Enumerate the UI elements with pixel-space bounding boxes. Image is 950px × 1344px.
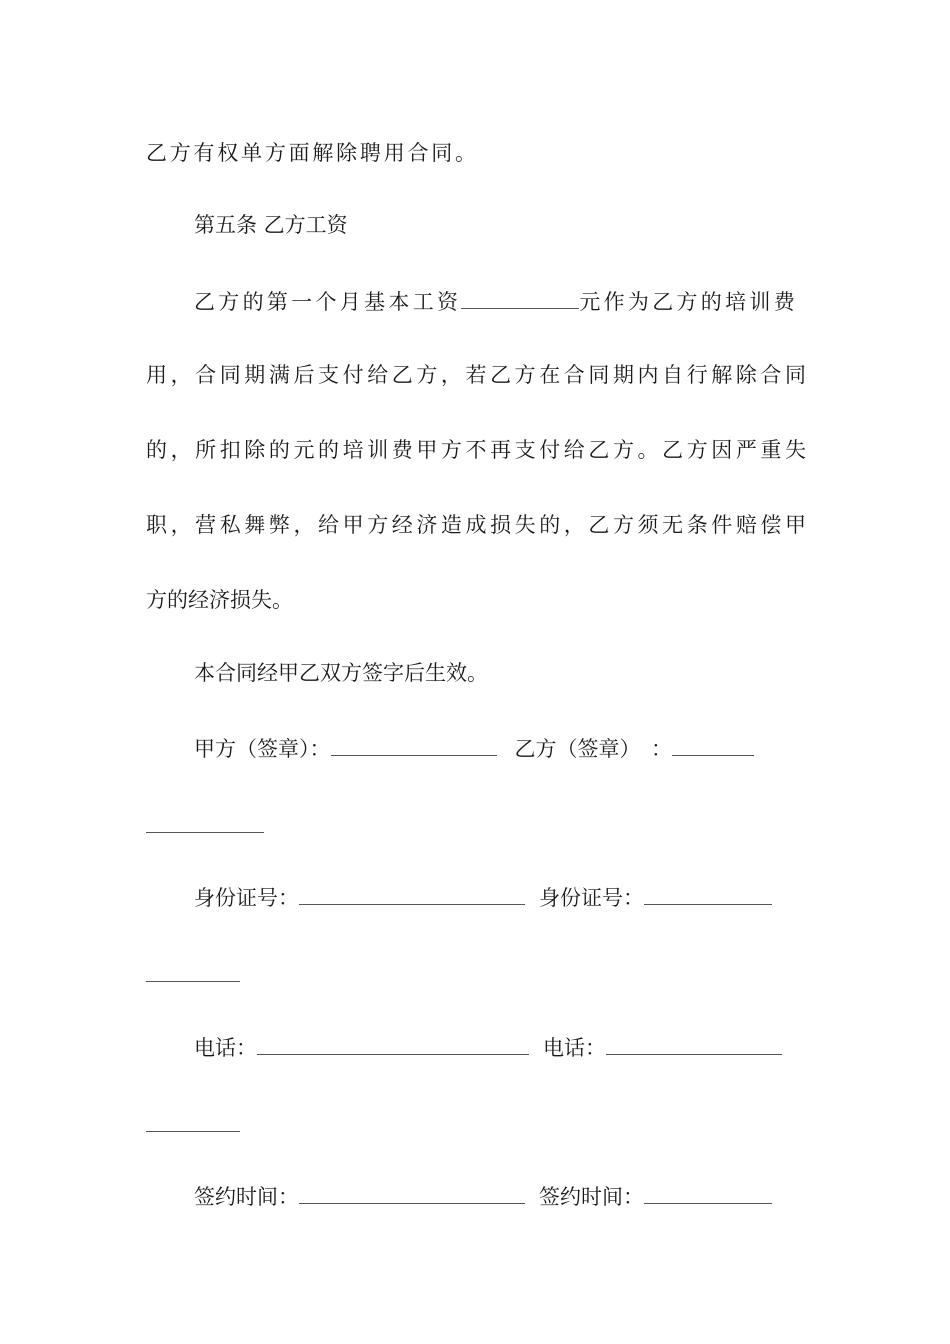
id-row (194, 883, 806, 913)
text-line: 乙方有权单方面解除聘用合同。 (146, 141, 476, 165)
text-line: 方的经济损失。 (146, 588, 293, 612)
party-b-blank-continued (146, 832, 264, 833)
id-b-blank-continued (146, 981, 240, 982)
id-b-blank (644, 884, 772, 905)
phone-b-label: 电话： (543, 1036, 606, 1060)
date-b-blank (644, 1183, 772, 1204)
salary-blank (461, 288, 579, 309)
signature-row (194, 734, 806, 764)
id-b-label: 身份证号： (539, 886, 644, 910)
party-a-blank (331, 735, 497, 756)
text-segment: 元作为乙方的培训费 (579, 290, 799, 314)
party-a-label: 甲方（签章）： (194, 737, 331, 761)
text-segment: 乙方的第一个月基本工资 (194, 290, 462, 314)
id-a-blank (299, 884, 525, 905)
date-a-blank (299, 1183, 525, 1204)
section-heading: 第五条 乙方工资 (194, 213, 348, 237)
phone-a-blank (257, 1034, 529, 1055)
party-b-blank (672, 735, 754, 756)
date-a-label: 签约时间： (194, 1185, 299, 1209)
party-b-label: 乙方（签章） ： (514, 737, 672, 761)
phone-b-blank (606, 1034, 782, 1055)
id-a-label: 身份证号： (194, 886, 299, 910)
phone-a-label: 电话： (194, 1036, 257, 1060)
text-line: 职，营私舞弊，给甲方经济造成损失的，乙方须无条件赔偿甲 (146, 513, 806, 537)
text-line (194, 287, 806, 317)
phone-row (194, 1033, 806, 1063)
phone-b-blank-continued (146, 1131, 240, 1132)
text-line: 本合同经甲乙双方签字后生效。 (194, 661, 488, 685)
date-row (194, 1182, 806, 1212)
text-line: 的，所扣除的元的培训费甲方不再支付给乙方。乙方因严重失 (146, 438, 806, 462)
text-line: 用，合同期满后支付给乙方，若乙方在合同期内自行解除合同 (146, 363, 806, 387)
date-b-label: 签约时间： (539, 1185, 644, 1209)
